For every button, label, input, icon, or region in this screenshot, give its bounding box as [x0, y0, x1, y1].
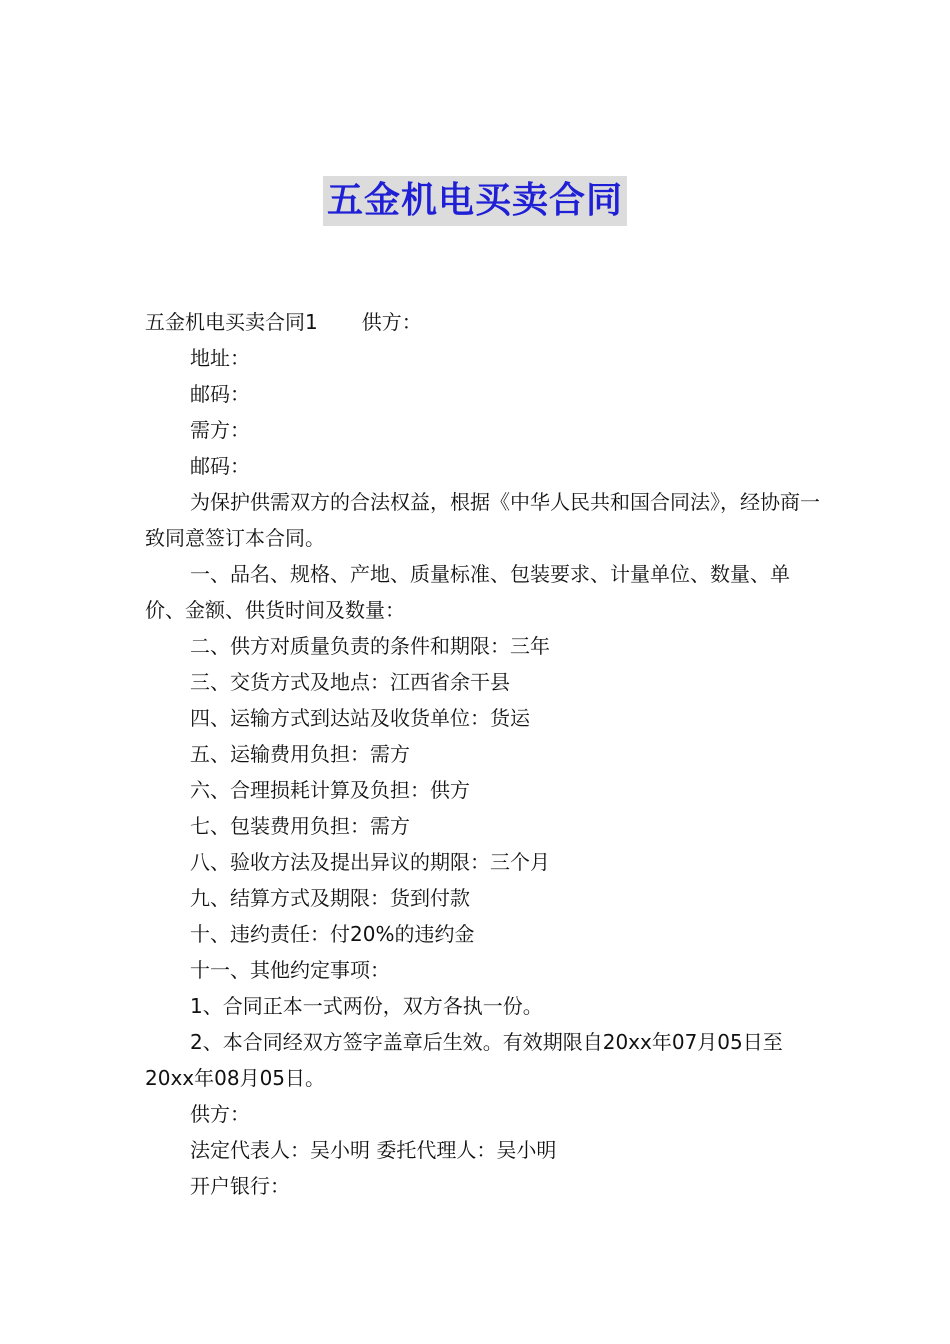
address-line: 地址： — [190, 346, 250, 370]
clause-4: 四、运输方式到达站及收货单位：货运 — [190, 706, 530, 730]
clause-1: 一、品名、规格、产地、质量标准、包装要求、计量单位、数量、单价、金额、供货时间及数量： — [145, 562, 790, 622]
clause-11: 十一、其他约定事项： — [190, 958, 390, 982]
bank-line: 开户银行： — [190, 1174, 290, 1198]
clause-8: 八、验收方法及提出异议的期限：三个月 — [190, 850, 550, 874]
clause-2: 二、供方对质量负责的条件和期限：三年 — [190, 634, 550, 658]
postcode-line: 邮码： — [190, 382, 250, 406]
clause-3: 三、交货方式及地点：江西省余干县 — [190, 670, 510, 694]
signature-supplier-line: 供方： — [190, 1102, 250, 1126]
intro-line — [145, 304, 825, 340]
clause-7: 七、包装费用负担：需方 — [190, 814, 410, 838]
legal-representative-line: 法定代表人：吴小明 委托代理人：吴小明 — [190, 1138, 557, 1162]
document-title: 五金机电买卖合同 — [323, 176, 627, 226]
buyer-postcode-line: 邮码： — [190, 454, 250, 478]
document-body — [145, 304, 825, 1204]
title-container — [0, 176, 950, 226]
sub-clause-2: 2、本合同经双方签字盖章后生效。有效期限自20xx年07月05日至20xx年08月05日。 — [145, 1030, 783, 1090]
contract-heading: 五金机电买卖合同1 — [145, 310, 318, 334]
clause-9: 九、结算方式及期限：货到付款 — [190, 886, 470, 910]
clause-6: 六、合理损耗计算及负担：供方 — [190, 778, 470, 802]
buyer-line: 需方： — [190, 418, 250, 442]
preamble-paragraph: 为保护供需双方的合法权益，根据《中华人民共和国合同法》，经协商一致同意签订本合同。 — [145, 490, 820, 550]
sub-clause-1: 1、合同正本一式两份，双方各执一份。 — [190, 994, 543, 1018]
clause-10: 十、违约责任：付20%的违约金 — [190, 922, 475, 946]
supplier-label: 供方： — [361, 310, 422, 334]
clause-5: 五、运输费用负担：需方 — [190, 742, 410, 766]
